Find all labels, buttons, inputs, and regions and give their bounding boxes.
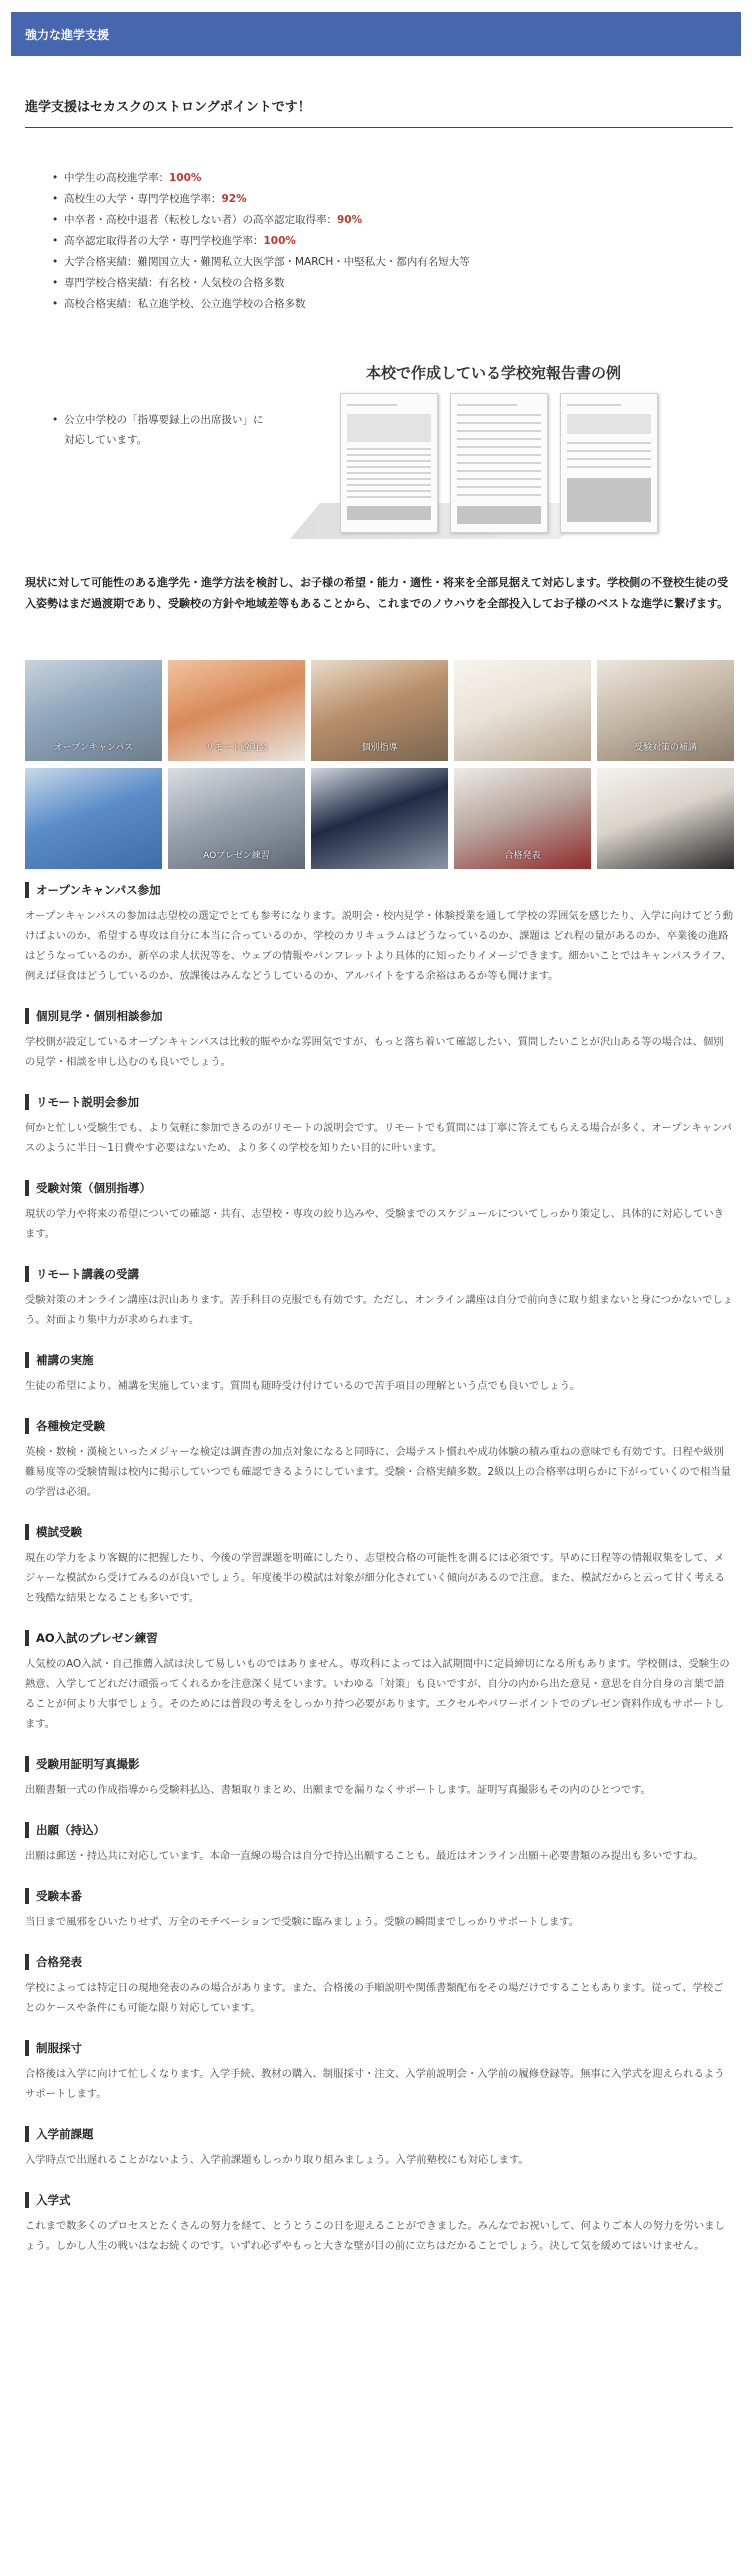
section-header-bar xyxy=(11,12,741,56)
section-mock-exam: 模試受験 現在の学力をより客観的に把握したり、今後の学習課題を明確にしたり、志望校合格の可能性を測るには必須です。早めに日程等の情報収集をして、メジャーな模試から受けてみるのが良いでしょう。年度後半の模試は対象が細分化されていく傾向があるので注意。また、模試だからと云って甘く考えると残酷な結果となることも多いです。 xyxy=(25,1524,733,1608)
section-certification: 各種検定受験 英検・数検・漢検といったメジャーな検定は調査書の加点対象になると同時に、会場テスト慣れや成功体験の積み重ねの意味でも有効です。日程や級別難易度等の受験情報は校内に掲示していつでも確認できるようにしています。受験・合格実績多数。2級以上の合格率は明らかに下がっていくので相当量の学習は必須。 xyxy=(25,1418,733,1502)
achievement-item: • 中卒者・高校中退者（転校しない者）の高卒認定取得率：90% xyxy=(52,210,470,231)
photo-open-campus: オープンキャンパス xyxy=(25,660,162,761)
report-attendance-note: • 公立中学校の「指導要録上の出席扱い」に対応しています。 xyxy=(52,410,272,450)
report-page-3 xyxy=(560,393,658,533)
photo-individual-guidance: 個別指導 xyxy=(311,660,448,761)
lead-heading: 進学支援はセカスクのストロングポイントです！ xyxy=(25,100,311,115)
section-open-campus: オープンキャンパス参加 オープンキャンパスの参加は志望校の選定でとても参考になります。説明会・校内見学・体験授業を通して学校の雰囲気を感じたり、入学に向けてどう動けばよいのか、希望する専攻は自分に本当に合っているのか、学校のカリキュラムはどうなっているのか、課題は どれ程の量があるのか、卒業後の進路はどうなっているのか、新卒の求人状況等を、ウェブの情報やパンフレットより具体的に知ったりイメージできます。細かいことではキャンパスライフ、例えば昼食はどうしているのか、放課後はみんなどうしているのか、アルバイトをする余裕はあるか等も聞けます。 xyxy=(25,883,734,982)
section-exam-day: 受験本番 当日まで風邪をひいたりせず、万全のモチベーションで受験に臨みましょう。受験の瞬間までしっかりサポートします。 xyxy=(25,1888,733,1932)
report-example-image xyxy=(290,385,680,540)
report-page-2 xyxy=(450,393,548,533)
achievement-item: • 高校合格実績：私立進学校、公立進学校の合格多数 xyxy=(52,294,470,315)
report-page-1 xyxy=(340,393,438,533)
achievement-item: • 専門学校合格実績：有名校・人気校の合格多数 xyxy=(52,273,470,294)
photo-remote-briefing: リモート説明会 xyxy=(168,660,305,761)
section-ao-presentation: AO入試のプレゼン練習 人気校のAO入試・自己推薦入試は決して易しいものではありません。専攻科によっては入試期間中に定員締切になる所もあります。学校側は、受験生の熱意、入学してどれだけ頑張ってくれるかを注意深く見ています。いわゆる「対策」も良いですが、自分の内から出た意見・意思を自分自身の言葉で語ることが何より大事でしょう。そのためには普段の考えをしっかり持つ必要があります。エクセルやパワーポイントでのプレゼン資料作成もサポートします。 xyxy=(25,1630,733,1734)
achievement-item: • 大学合格実績：難関国立大・難関私立大医学部・MARCH・中堅私大・都内有名短大等 xyxy=(52,252,470,273)
section-application: 出願（持込） 出願は郵送・持込共に対応しています。本命一直線の場合は自分で持込出願することも。最近はオンライン出願＋必要書類のみ提出も多いですね。 xyxy=(25,1822,733,1866)
section-results: 合格発表 学校によっては特定日の現地発表のみの場合があります。また、合格後の手順説明や関係書類配布をその場だけですることもあります。従って、学校ごとのケースや条件にも可能な限り対応しています。 xyxy=(25,1954,733,2018)
section-id-photo: 受験用証明写真撮影 出願書類一式の作成指導から受験料払込、書類取りまとめ、出願までを漏りなくサポートします。証明写真撮影もその内のひとつです。 xyxy=(25,1756,733,1800)
section-individual-visit: 個別見学・個別相談参加 学校側が設定しているオープンキャンパスは比較的賑やかな雰囲気ですが、もっと落ち着いて確認したい、質問したいことが沢山ある等の場合は、個別の見学・相談を申し込むのも良いでしょう。 xyxy=(25,1008,733,1072)
section-exam-prep: 受験対策（個別指導） 現状の学力や将来の希望についての確認・共有、志望校・専攻の絞り込みや、受験までのスケジュールについてしっかり策定し、具体的に対応していきます。 xyxy=(25,1180,733,1244)
lead-divider xyxy=(25,127,733,128)
section-supplementary: 補講の実施 生徒の希望により、補講を実施しています。質問も随時受け付けているので苦手項目の理解という点でも良いでしょう。 xyxy=(25,1352,733,1396)
section-remote-briefing: リモート説明会参加 何かと忙しい受験生でも、より気軽に参加できるのがリモートの説明会です。リモートでも質問には丁寧に答えてもらえる場合が多く、オープンキャンパスのように半日〜1日費やす必要はないため、より多くの学校を知りたい目的に叶います。 xyxy=(25,1095,732,1154)
photo-exam-day xyxy=(311,768,448,869)
photo-exam-sign xyxy=(454,660,591,761)
achievement-item: • 中学生の高校進学率：100% xyxy=(52,168,470,189)
achievement-item: • 高校生の大学・専門学校進学率：92% xyxy=(52,189,470,210)
photo-ao-presentation: AOプレゼン練習 xyxy=(168,768,305,869)
achievement-list xyxy=(52,168,470,315)
section-pre-entry-tasks: 入学前課題 入学時点で出遅れることがないよう、入学前課題もしっかり取り組みましょう。入学前塾校にも対応します。 xyxy=(25,2126,733,2170)
section-uniform: 制服採寸 合格後は入学に向けて忙しくなります。入学手続、教材の購入、制服採寸・注文、入学前説明会・入学前の履修登録等。無事に入学式を迎えられるようサポートします。 xyxy=(25,2040,733,2104)
photo-campus-building xyxy=(25,768,162,869)
section-entrance-ceremony: 入学式 これまで数多くのプロセスとたくさんの努力を経て、とうとうこの日を迎えることができました。みんなでお祝いして、何よりご本人の努力を労いましょう。しかし人生の戦いはなお続くのです。いずれ必ずやもっと大きな壁が目の前に立ちはだかることでしょう。決して気を緩めてはいけません。 xyxy=(25,2192,733,2256)
photo-entrance-ceremony xyxy=(597,768,734,869)
report-example-title: 本校で作成している学校宛報告書の例 xyxy=(366,364,622,382)
process-sections xyxy=(25,882,733,2278)
support-intro-text: 現状に対して可能性のある進学先・進学方法を検討し、お子様の希望・能力・適性・将来を全部見据えて対応します。学校側の不登校生徒の受入姿勢はまだ過渡期であり、受験校の方針や地域差等もあることから、これまでのノウハウを全部投入してお子様のベストな進学に繋げます。 xyxy=(25,576,729,610)
achievement-item: • 高卒認定取得者の大学・専門学校進学率：100% xyxy=(52,231,470,252)
section-remote-lecture: リモート講義の受講 受験対策のオンライン講座は沢山あります。苦手科目の克服でも有効です。ただし、オンライン講座は自分で前向きに取り組まないと身につかないでしょう。対面より集中力が求められます。 xyxy=(25,1267,734,1326)
section-header-title: 強力な進学支援 xyxy=(25,28,110,42)
photo-results-board: 合格発表 xyxy=(454,768,591,869)
photo-supplementary-lesson: 受験対策の補講 xyxy=(597,660,734,761)
